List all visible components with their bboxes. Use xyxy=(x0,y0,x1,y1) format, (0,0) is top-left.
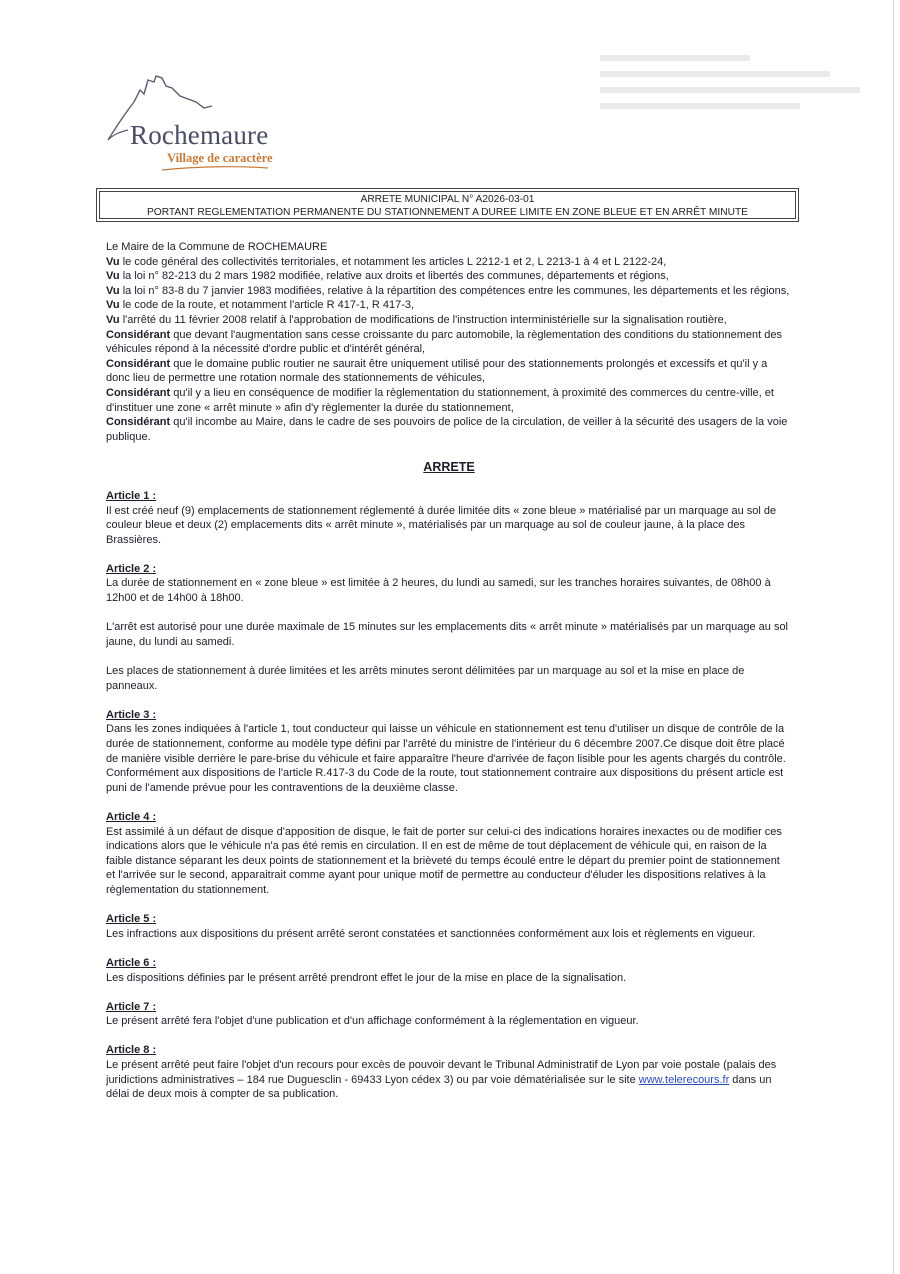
article-paragraph: Les dispositions définies par le présent arrêté prendront effet le jour de la mise en place de la signalisation. xyxy=(106,971,627,984)
preamble xyxy=(106,240,792,444)
article-title: Article 3 : xyxy=(106,708,157,721)
preamble-item: Vu le code général des collectivités territoriales, et notamment les articles L 2212-1 et 2, L 2213-1 à 4 et L 2122-24, xyxy=(106,255,667,268)
decree-title-box xyxy=(96,188,799,222)
article-title: Article 2 : xyxy=(106,562,157,575)
decree-subject: PORTANT REGLEMENTATION PERMANENTE DU STATIONNEMENT A DUREE LIMITE EN ZONE BLEUE ET EN ARRÊT MINUTE xyxy=(147,207,748,218)
logo-name: Rochemaure xyxy=(130,120,269,150)
article-paragraph: La durée de stationnement en « zone bleue » est limitée à 2 heures, du lundi au samedi, sur les tranches horaires suivantes, de 08h00 à 12h00 et de 14h00 à 18h00. xyxy=(106,577,771,605)
article-title: Article 4 : xyxy=(106,810,157,823)
article-paragraph: Les places de stationnement à durée limitées et les arrêts minutes seront délimitées par un marquage au sol et la mise en place de panneaux. xyxy=(106,665,745,692)
preamble-item: Vu l'arrêté du 11 février 2008 relatif à l'approbation de modifications de l'instruction interministérielle sur la signalisation routière, xyxy=(106,313,727,326)
article-6 xyxy=(106,956,792,985)
article-8 xyxy=(106,1043,792,1101)
article-paragraph: Dans les zones indiquées à l'article 1, tout conducteur qui laisse un véhicule en stationnement est tenu d'utiliser un disque de contrôle de la durée de stationnement, conforme au modèle type défini par l'arrêté du ministre de l'intérieur du 6 décembre 2007.Ce disque doit être placé de manière visible derrière le pare-brise du véhicule et faire apparaître l'heure d'arrivée de façon lisible pour les agents chargés du contrôle. xyxy=(106,723,786,765)
article-title: Article 5 : xyxy=(106,913,157,926)
page-edge xyxy=(893,0,894,1274)
bleed-through-shadow xyxy=(600,55,880,175)
article-paragraph: L'arrêt est autorisé pour une durée maximale de 15 minutes sur les emplacements dits « arrêt minute » matérialisés par un marquage au sol jaune, du lundi au samedi. xyxy=(106,621,788,648)
decree-number: ARRETE MUNICIPAL N° A2026-03-01 xyxy=(360,194,535,205)
article-4 xyxy=(106,810,792,898)
article-title: Article 1 : xyxy=(106,489,157,502)
article-paragraph: Il est créé neuf (9) emplacements de stationnement réglementé à durée limitée dits « zone bleue » matérialisé par un marquage au sol de couleur bleue et deux (2) emplacements dits « arrêt minute », matérialisés par un marquage au sol de couleur jaune, à la place des Brassières. xyxy=(106,504,777,546)
logo xyxy=(100,72,300,172)
article-7 xyxy=(106,1000,792,1029)
article-5 xyxy=(106,912,792,941)
section-heading: ARRETE xyxy=(423,460,475,475)
article-paragraph: Le présent arrêté fera l'objet d'une publication et d'un affichage conformément à la réglementation en vigueur. xyxy=(106,1015,639,1028)
preamble-item: Considérant qu'il y a lieu en conséquence de modifier la règlementation du stationnement, à proximité des commerces du centre-ville, et d'instituer une zone « arrêt minute » afin d'y règlementer la durée du stationnement, xyxy=(106,386,774,414)
preamble-item: Considérant que devant l'augmentation sans cesse croissante du parc automobile, la règlementation des conditions du stationnement des véhicules répond à la nécessité d'ordre public et d'intérêt général, xyxy=(106,328,782,356)
article-1 xyxy=(106,489,792,547)
preamble-item: Considérant qu'il incombe au Maire, dans le cadre de ses pouvoirs de police de la circulation, de veiller à la sécurité des usagers de la voie publique. xyxy=(106,416,788,443)
preamble-item: Vu la loi n° 82-213 du 2 mars 1982 modifiée, relative aux droits et libertés des communes, départements et régions, xyxy=(106,270,669,283)
document-body xyxy=(106,240,792,1116)
article-paragraph: Conformément aux dispositions de l'article R.417-3 du Code de la route, tout stationnement contraire aux dispositions du présent article est puni de l'amende prévue pour les contraventions de la deuxième classe. xyxy=(106,767,784,794)
article-paragraph: Les infractions aux dispositions du présent arrêté seront constatées et sanctionnées conformément aux lois et règlements en vigueur. xyxy=(106,927,756,940)
preamble-intro: Le Maire de la Commune de ROCHEMAURE xyxy=(106,241,328,253)
article-title: Article 8 : xyxy=(106,1044,157,1057)
article-2 xyxy=(106,562,792,693)
preamble-item: Vu la loi n° 83-8 du 7 janvier 1983 modifiées, relative à la répartition des compétences entre les communes, les départements et les régions, xyxy=(106,284,790,297)
logo-tagline: Village de caractère xyxy=(167,151,273,165)
telerecours-link[interactable]: www.telerecours.fr xyxy=(638,1073,730,1086)
preamble-item: Considérant que le domaine public routier ne saurait être uniquement utilisé pour des stationnements prolongés et excessifs et qu'il y a donc lieu de permettre une rotation normale des stationnements de véhicules, xyxy=(106,357,768,385)
article-title: Article 7 : xyxy=(106,1000,157,1013)
article-paragraph: Est assimilé à un défaut de disque d'apposition de disque, le fait de porter sur celui-ci des indications horaires inexactes ou de modifier ces indications alors que le véhicule n'a pas été remis en circulation. Il en est de même de tout déplacement de véhicule qui, en raison de la faible distance séparant les deux points de stationnement et la brièveté du temps écoulé entre le départ du premier point de stationnement et l'arrivée sur le second, apparaitrait comme ayant pour unique motif de permettre au conducteur d'éluder les dispositions relatives à la règlementation du stationnement. xyxy=(106,825,782,896)
article-paragraph: Le présent arrêté peut faire l'objet d'un recours pour excès de pouvoir devant le Tribunal Administratif de Lyon par voie postale (palais des juridictions administratives – 184 rue Duguesclin - 69433 Lyon cédex 3) ou par voie dématérialisée sur le site www.telerecours.fr dans un délai de deux mois à compter de sa publication. xyxy=(106,1059,777,1101)
article-3 xyxy=(106,708,792,796)
preamble-item: Vu le code de la route, et notamment l'article R 417-1, R 417-3, xyxy=(106,299,415,312)
article-title: Article 6 : xyxy=(106,956,157,969)
